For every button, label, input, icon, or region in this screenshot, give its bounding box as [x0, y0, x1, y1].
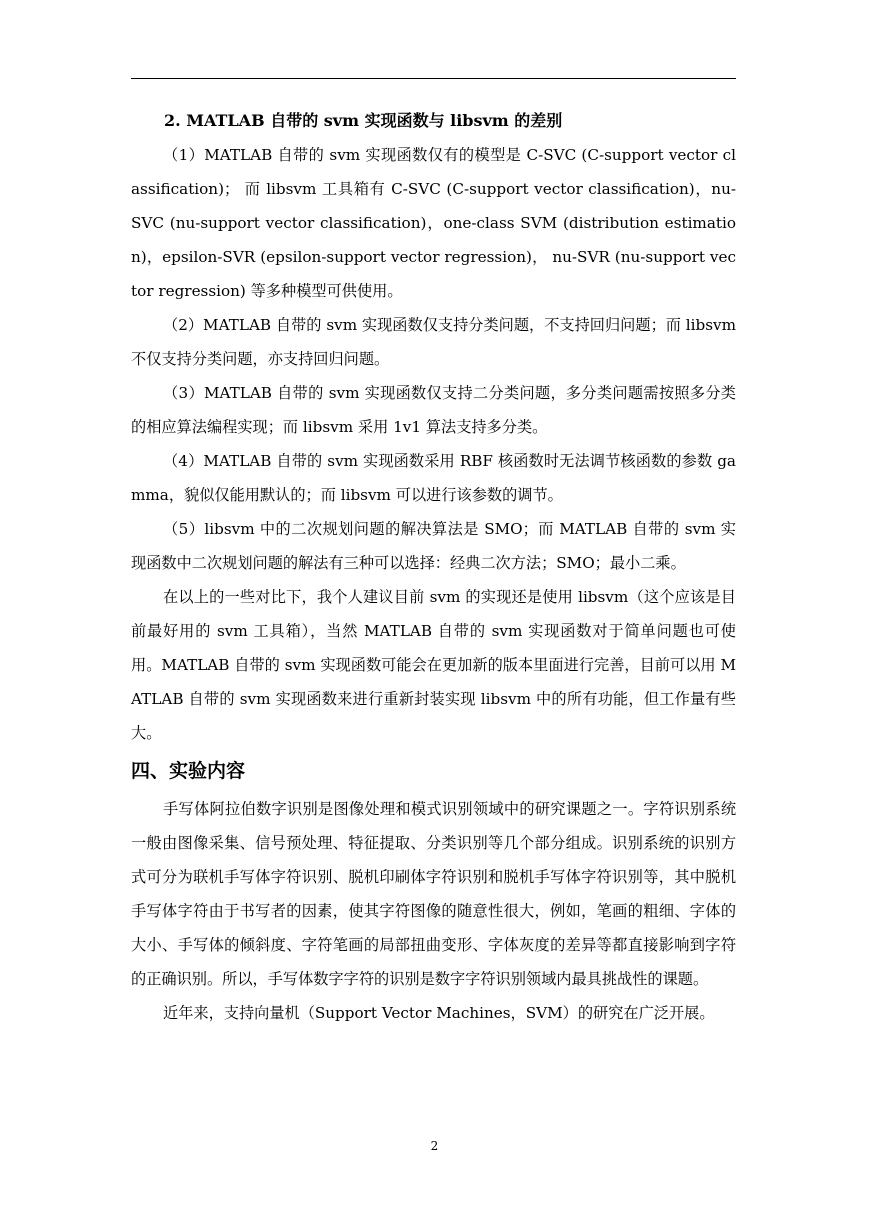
page-content — [131, 104, 736, 1030]
paragraph-model-types: （1）MATLAB 自带的 svm 实现函数仅有的模型是 C-SVC (C-support vector classification)； 而 libsvm 工具箱有 C-SVC (C-support vector classification)，nu-SVC (nu-support vector classification)，one-class SVM (distribution estimation)，epsilon-SVR (epsilon-support vector regression)， nu-SVR (nu-support vector regression) 等多种模型可供使用。 — [131, 146, 736, 300]
page-number: 2 — [430, 1139, 439, 1153]
header-rule — [131, 78, 736, 79]
subsection-heading: 2. MATLAB 自带的 svm 实现函数与 libsvm 的差别 — [164, 111, 563, 130]
paragraph-smo: （5）libsvm 中的二次规划问题的解决算法是 SMO；而 MATLAB 自带的 svm 实现函数中二次规划问题的解法有三种可以选择：经典二次方法；SMO；最小二乘。 — [131, 520, 736, 572]
paragraph-handwriting: 手写体阿拉伯数字识别是图像处理和模式识别领域中的研究课题之一。字符识别系统一般由图像采集、信号预处理、特征提取、分类识别等几个部分组成。识别系统的识别方式可分为联机手写体字符识别、脱机印刷体字符识别和脱机手写体字符识别等，其中脱机手写体字符由于书写者的因素，使其字符图像的随意性很大，例如，笔画的粗细、字体的大小、手写体的倾斜度、字符笔画的局部扭曲变形、字体灰度的差异等都直接影响到字符的正确识别。所以，手写体数字字符的识别是数字字符识别领域内最具挑战性的课题。 — [131, 800, 736, 988]
paragraph-recommendation: 在以上的一些对比下，我个人建议目前 svm 的实现还是使用 libsvm（这个应该是目前最好用的 svm 工具箱），当然 MATLAB 自带的 svm 实现函数对于简单问题也可使用。MATLAB 自带的 svm 实现函数可能会在更加新的版本里面进行完善，目前可以用 MATLAB 自带的 svm 实现函数来进行重新封装实现 libsvm 中的所有功能，但工作量有些大。 — [131, 588, 736, 742]
paragraph-multiclass: （3）MATLAB 自带的 svm 实现函数仅支持二分类问题，多分类问题需按照多分类的相应算法编程实现；而 libsvm 采用 1v1 算法支持多分类。 — [131, 384, 736, 436]
paragraph-svm-intro: 近年来，支持向量机（Support Vector Machines，SVM）的研究在广泛开展。 — [163, 1004, 715, 1022]
paragraph-gamma: （4）MATLAB 自带的 svm 实现函数采用 RBF 核函数时无法调节核函数的参数 gamma，貌似仅能用默认的；而 libsvm 可以进行该参数的调节。 — [131, 452, 736, 504]
paragraph-regression: （2）MATLAB 自带的 svm 实现函数仅支持分类问题，不支持回归问题；而 libsvm 不仅支持分类问题，亦支持回归问题。 — [131, 316, 736, 368]
section-heading: 四、实验内容 — [131, 760, 246, 782]
